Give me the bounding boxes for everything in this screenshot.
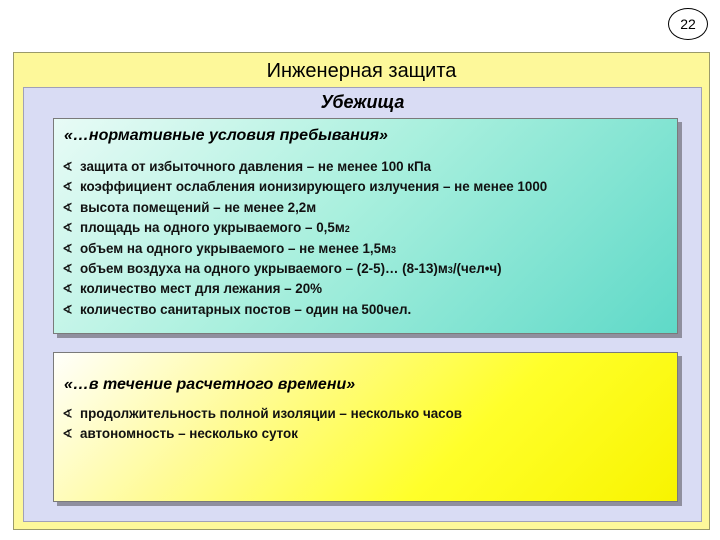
bullet-icon: ∢ xyxy=(62,159,73,174)
list-item: ∢ площадь на одного укрываемого – 0,5м 2 xyxy=(62,220,350,236)
bullet-icon: ∢ xyxy=(62,426,73,441)
outer-frame xyxy=(13,52,710,530)
list-item-text: высота помещений – не менее 2,2м xyxy=(80,199,317,215)
bullet-icon: ∢ xyxy=(62,179,73,195)
page-title: Инженерная защита xyxy=(266,60,457,82)
time-heading: «…в течение расчетного времени» xyxy=(64,376,356,393)
bullet-icon: ∢ xyxy=(62,406,73,421)
bullet-icon: ∢ xyxy=(62,199,73,215)
list-item-highlighted: ∢ объем воздуха на одного укрываемого – (2-5)… (8-13)м 3 /(чел•ч) xyxy=(62,260,502,276)
bullet-icon: ∢ xyxy=(62,220,73,236)
list-item-text-tail: /(чел•ч) xyxy=(452,260,502,276)
list-item xyxy=(62,426,462,446)
list-item xyxy=(62,159,547,179)
list-item-text: объем воздуха на одного укрываемого – (2-5)… (8-13)м xyxy=(80,260,448,276)
bullet-icon: ∢ xyxy=(62,240,73,256)
list-item-text: площадь на одного укрываемого – 0,5м xyxy=(80,220,345,236)
list-item-text: продолжительность полной изоляции – несколько часов xyxy=(80,406,463,421)
time-list xyxy=(62,406,462,446)
norms-heading: «…нормативные условия пребывания» xyxy=(64,127,388,144)
list-item: ∢ объем на одного укрываемого – не менее 1,5м 3 xyxy=(62,240,397,256)
list-item xyxy=(62,406,462,426)
list-item xyxy=(62,179,547,199)
list-item-text: коэффициент ослабления ионизирующего излучения – не менее 1000 xyxy=(80,179,548,195)
norms-list xyxy=(62,159,547,322)
list-item xyxy=(62,281,547,301)
page-number: 22 xyxy=(668,8,708,40)
time-box xyxy=(53,352,678,502)
bullet-icon: ∢ xyxy=(62,281,73,297)
list-item-text: количество мест для лежания – 20% xyxy=(80,281,323,297)
list-item-text: автономность – несколько суток xyxy=(80,426,298,441)
bullet-icon: ∢ xyxy=(62,260,73,276)
norms-box xyxy=(53,118,678,334)
list-item xyxy=(62,200,547,220)
section-subtitle: Убежища xyxy=(320,92,405,112)
list-item-text: защита от избыточного давления – не менее 100 кПа xyxy=(80,159,432,174)
list-item-text: количество санитарных постов – один на 500чел. xyxy=(80,301,412,317)
bullet-icon: ∢ xyxy=(62,301,73,317)
list-item xyxy=(62,302,547,322)
list-item-text: объем на одного укрываемого – не менее 1,5м xyxy=(80,240,392,256)
content-panel xyxy=(23,87,702,522)
